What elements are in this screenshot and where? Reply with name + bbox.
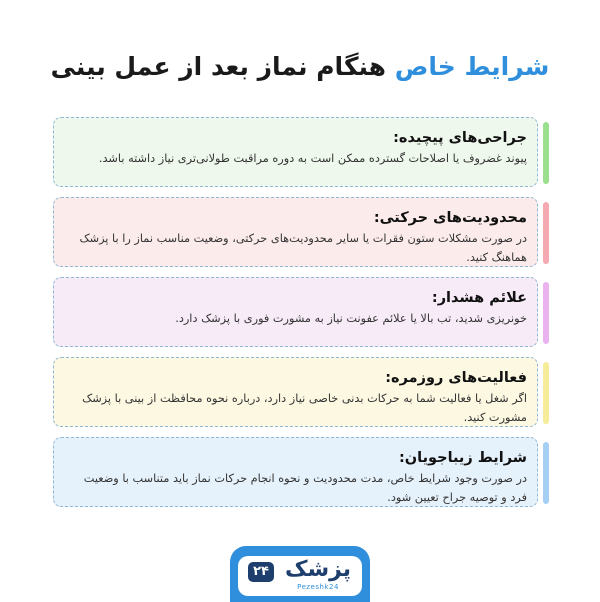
info-card-daily-activities (53, 357, 538, 427)
page-title-accent: شرایط خاص (394, 52, 550, 81)
brand-logo[interactable] (238, 556, 362, 596)
page-title-rest: هنگام نماز بعد از عمل بینی (50, 52, 387, 81)
card-body: اگر شغل یا فعالیت شما به حرکات بدنی خاصی نیاز دارد، درباره نحوه محافظت از بینی با پزشک مشورت کنید. (82, 392, 527, 424)
card-title: فعالیت‌های روزمره: (385, 370, 527, 386)
info-card-complex-surgery (53, 117, 538, 187)
footer-brand-tab (230, 546, 370, 602)
card-accent-stripe (543, 202, 549, 264)
card-body: در صورت مشکلات ستون فقرات یا سایر محدودیت‌های حرکتی، وضعیت مناسب نماز را با پزشک هماهنگ کنید. (79, 232, 527, 264)
logo-subtitle: Pezeshk24 (297, 583, 339, 591)
card-accent-stripe (543, 442, 549, 504)
logo-wordmark: پزشک (284, 557, 352, 582)
card-title: جراحی‌های پیچیده: (393, 130, 527, 146)
card-title: علائم هشدار: (431, 290, 527, 306)
card-accent-stripe (543, 362, 549, 424)
card-accent-stripe (543, 122, 549, 184)
card-body: خونریزی شدید، تب بالا یا علائم عفونت نیاز به مشورت فوری با پزشک دارد. (175, 312, 527, 325)
info-card-cosmetic-patients (53, 437, 538, 507)
info-card-list (53, 117, 550, 517)
logo-number-badge: ۲۴ (248, 562, 274, 582)
info-card-mobility-limits (53, 197, 538, 267)
card-title: محدودیت‌های حرکتی: (373, 210, 527, 226)
card-body: در صورت وجود شرایط خاص، مدت محدودیت و نحوه انجام حرکات نماز باید متناسب با وضعیت فرد و توصیه جراح تعیین شود. (83, 472, 527, 504)
card-body: پیوند غضروف یا اصلاحات گسترده ممکن است به دوره مراقبت طولانی‌تری نیاز داشته باشد. (98, 152, 527, 165)
card-accent-stripe (543, 282, 549, 344)
card-title: شرایط زیباجویان: (398, 450, 527, 466)
page-title (0, 52, 600, 81)
info-card-warning-signs (53, 277, 538, 347)
